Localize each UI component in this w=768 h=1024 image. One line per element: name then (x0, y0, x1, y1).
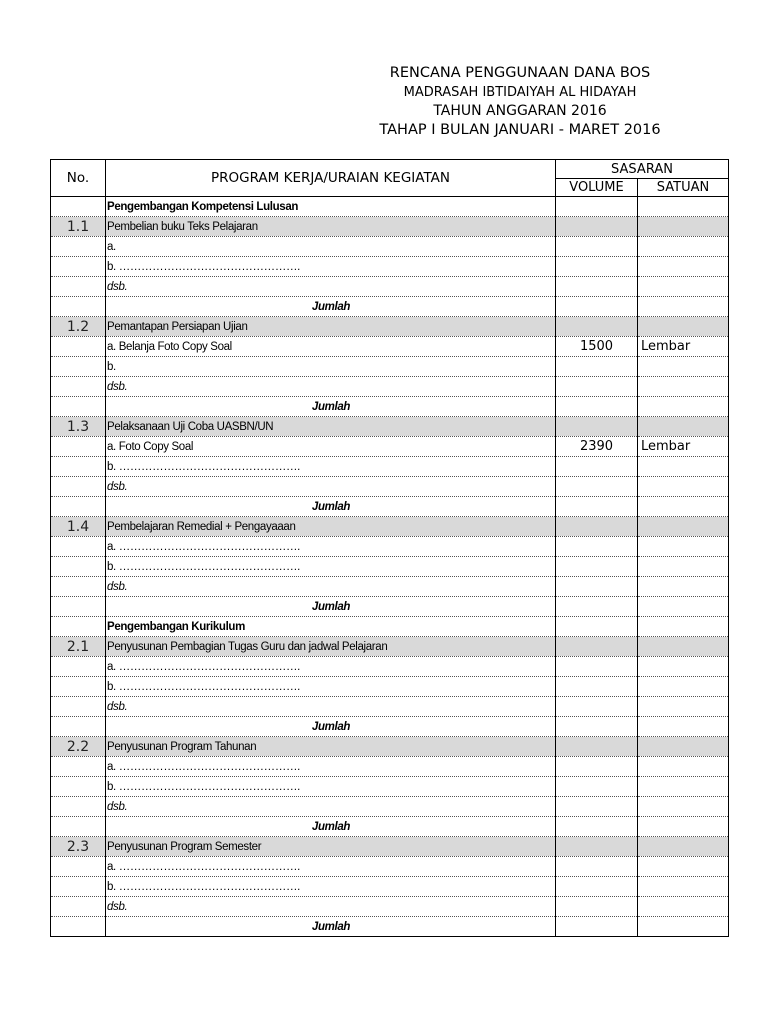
table-row (51, 677, 729, 697)
row-volume (556, 237, 638, 257)
row-satuan (638, 517, 729, 537)
row-description: a. (106, 237, 556, 257)
document-title-block (270, 64, 768, 140)
row-satuan (638, 597, 729, 617)
row-description: a. Belanja Foto Copy Soal (106, 337, 556, 357)
row-volume (556, 657, 638, 677)
row-description: b. …………………………………………. (106, 677, 556, 697)
row-volume (556, 877, 638, 897)
row-number (51, 277, 106, 297)
row-volume (556, 217, 638, 237)
row-satuan (638, 417, 729, 437)
row-description: Jumlah (106, 497, 556, 517)
row-description: Pengembangan Kurikulum (106, 617, 556, 637)
row-satuan (638, 817, 729, 837)
row-satuan (638, 777, 729, 797)
row-volume (556, 637, 638, 657)
row-number (51, 337, 106, 357)
row-description: dsb. (106, 797, 556, 817)
row-satuan (638, 357, 729, 377)
row-satuan (638, 837, 729, 857)
table-row (51, 397, 729, 417)
row-number (51, 717, 106, 737)
table-row (51, 597, 729, 617)
row-description: Jumlah (106, 597, 556, 617)
row-volume (556, 917, 638, 937)
row-satuan (638, 717, 729, 737)
row-satuan (638, 397, 729, 417)
row-number (51, 877, 106, 897)
table-row (51, 517, 729, 537)
row-volume (556, 197, 638, 217)
row-description: b. …………………………………………. (106, 777, 556, 797)
row-description: Jumlah (106, 397, 556, 417)
row-description: a. Foto Copy Soal (106, 437, 556, 457)
table-row (51, 797, 729, 817)
row-satuan (638, 617, 729, 637)
table-row (51, 577, 729, 597)
row-number (51, 377, 106, 397)
period: TAHAP I BULAN JANUARI - MARET 2016 (379, 122, 661, 138)
row-description: a. …………………………………………. (106, 757, 556, 777)
table-row (51, 777, 729, 797)
table-row (51, 657, 729, 677)
row-satuan (638, 217, 729, 237)
row-volume (556, 777, 638, 797)
row-description: Penyusunan Program Tahunan (106, 737, 556, 757)
row-number: 1.3 (51, 417, 106, 437)
table-row (51, 637, 729, 657)
row-volume (556, 377, 638, 397)
row-volume (556, 457, 638, 477)
row-number (51, 697, 106, 717)
table-row (51, 557, 729, 577)
row-number (51, 477, 106, 497)
table-row (51, 837, 729, 857)
row-number (51, 497, 106, 517)
row-satuan (638, 737, 729, 757)
row-satuan (638, 577, 729, 597)
row-volume (556, 517, 638, 537)
column-header-no: No. (51, 160, 106, 197)
row-satuan: Lembar (638, 337, 729, 357)
row-number: 1.2 (51, 317, 106, 337)
table-row (51, 477, 729, 497)
table-row (51, 217, 729, 237)
row-satuan (638, 537, 729, 557)
row-satuan (638, 697, 729, 717)
row-volume (556, 317, 638, 337)
row-volume (556, 497, 638, 517)
row-satuan (638, 897, 729, 917)
table-row (51, 377, 729, 397)
row-number (51, 817, 106, 837)
row-description: b. …………………………………………. (106, 557, 556, 577)
row-volume (556, 597, 638, 617)
row-number: 1.1 (51, 217, 106, 237)
row-number (51, 397, 106, 417)
row-description: Pembelajaran Remedial + Pengayaaan (106, 517, 556, 537)
row-description: Penyusunan Pembagian Tugas Guru dan jadwal Pelajaran (106, 637, 556, 657)
row-satuan (638, 637, 729, 657)
row-number (51, 297, 106, 317)
row-volume (556, 417, 638, 437)
row-volume (556, 537, 638, 557)
row-satuan (638, 797, 729, 817)
row-description: Penyusunan Program Semester (106, 837, 556, 857)
table-row (51, 697, 729, 717)
row-number (51, 857, 106, 877)
row-description: Jumlah (106, 917, 556, 937)
school-name: MADRASAH IBTIDAIYAH AL HIDAYAH (403, 85, 637, 100)
row-number (51, 797, 106, 817)
row-volume (556, 277, 638, 297)
row-satuan (638, 377, 729, 397)
row-volume: 1500 (556, 337, 638, 357)
row-description: Pembelian buku Teks Pelajaran (106, 217, 556, 237)
row-number: 1.4 (51, 517, 106, 537)
row-description: b. (106, 357, 556, 377)
row-number (51, 657, 106, 677)
row-satuan (638, 657, 729, 677)
row-volume (556, 717, 638, 737)
table-row (51, 337, 729, 357)
table-row (51, 237, 729, 257)
row-description: Jumlah (106, 817, 556, 837)
row-volume (556, 817, 638, 837)
row-volume (556, 697, 638, 717)
row-description: dsb. (106, 277, 556, 297)
row-description: Jumlah (106, 297, 556, 317)
table-body (51, 197, 729, 937)
row-volume (556, 477, 638, 497)
column-header-program: PROGRAM KERJA/URAIAN KEGIATAN (106, 160, 556, 197)
row-number: 2.2 (51, 737, 106, 757)
table-row (51, 897, 729, 917)
row-number (51, 577, 106, 597)
table-row (51, 497, 729, 517)
table-row (51, 857, 729, 877)
row-number (51, 897, 106, 917)
row-satuan (638, 477, 729, 497)
table-row (51, 277, 729, 297)
column-header-volume: VOLUME (556, 179, 638, 197)
row-number (51, 437, 106, 457)
row-description: dsb. (106, 697, 556, 717)
table-row (51, 817, 729, 837)
fiscal-year: TAHUN ANGGARAN 2016 (433, 103, 607, 119)
row-volume (556, 297, 638, 317)
row-satuan (638, 497, 729, 517)
column-header-sasaran: SASARAN (556, 160, 729, 179)
row-number (51, 557, 106, 577)
row-description: b. …………………………………………. (106, 257, 556, 277)
row-satuan (638, 197, 729, 217)
table-row (51, 197, 729, 217)
row-description: a. …………………………………………. (106, 657, 556, 677)
row-satuan (638, 677, 729, 697)
row-volume (556, 797, 638, 817)
row-number (51, 257, 106, 277)
table-row (51, 537, 729, 557)
row-satuan (638, 917, 729, 937)
row-satuan (638, 317, 729, 337)
row-satuan (638, 277, 729, 297)
row-description: dsb. (106, 477, 556, 497)
row-satuan (638, 757, 729, 777)
budget-table (50, 159, 729, 937)
table-row (51, 357, 729, 377)
row-description: b. …………………………………………. (106, 457, 556, 477)
table-row (51, 917, 729, 937)
table-row (51, 877, 729, 897)
row-volume (556, 397, 638, 417)
table-row (51, 717, 729, 737)
table-row (51, 437, 729, 457)
row-number (51, 917, 106, 937)
table-row (51, 757, 729, 777)
row-volume (556, 757, 638, 777)
row-satuan (638, 457, 729, 477)
row-number: 2.1 (51, 637, 106, 657)
row-volume (556, 357, 638, 377)
row-description: a. …………………………………………. (106, 857, 556, 877)
table-row (51, 737, 729, 757)
row-number (51, 597, 106, 617)
row-volume (556, 837, 638, 857)
table-row (51, 297, 729, 317)
row-volume: 2390 (556, 437, 638, 457)
row-volume (556, 617, 638, 637)
row-description: b. …………………………………………. (106, 877, 556, 897)
row-volume (556, 677, 638, 697)
row-satuan: Lembar (638, 437, 729, 457)
row-satuan (638, 857, 729, 877)
table-row (51, 417, 729, 437)
row-number (51, 677, 106, 697)
row-number (51, 537, 106, 557)
row-description: Pengembangan Kompetensi Lulusan (106, 197, 556, 217)
row-description: Pelaksanaan Uji Coba UASBN/UN (106, 417, 556, 437)
row-description: dsb. (106, 577, 556, 597)
row-volume (556, 257, 638, 277)
row-description: Jumlah (106, 717, 556, 737)
row-number: 2.3 (51, 837, 106, 857)
table-row (51, 457, 729, 477)
row-number (51, 237, 106, 257)
row-description: a. …………………………………………. (106, 537, 556, 557)
row-satuan (638, 237, 729, 257)
row-volume (556, 857, 638, 877)
row-satuan (638, 257, 729, 277)
column-header-satuan: SATUAN (638, 179, 729, 197)
row-satuan (638, 877, 729, 897)
row-number (51, 197, 106, 217)
table-row (51, 317, 729, 337)
row-description: Pemantapan Persiapan Ujian (106, 317, 556, 337)
document-title: RENCANA PENGGUNAAN DANA BOS (389, 65, 651, 81)
row-number (51, 357, 106, 377)
row-number (51, 457, 106, 477)
row-volume (556, 557, 638, 577)
row-number (51, 777, 106, 797)
row-number (51, 757, 106, 777)
row-number (51, 617, 106, 637)
table-row (51, 257, 729, 277)
row-volume (556, 577, 638, 597)
row-satuan (638, 297, 729, 317)
row-satuan (638, 557, 729, 577)
row-volume (556, 737, 638, 757)
row-description: dsb. (106, 897, 556, 917)
row-volume (556, 897, 638, 917)
row-description: dsb. (106, 377, 556, 397)
table-row (51, 617, 729, 637)
